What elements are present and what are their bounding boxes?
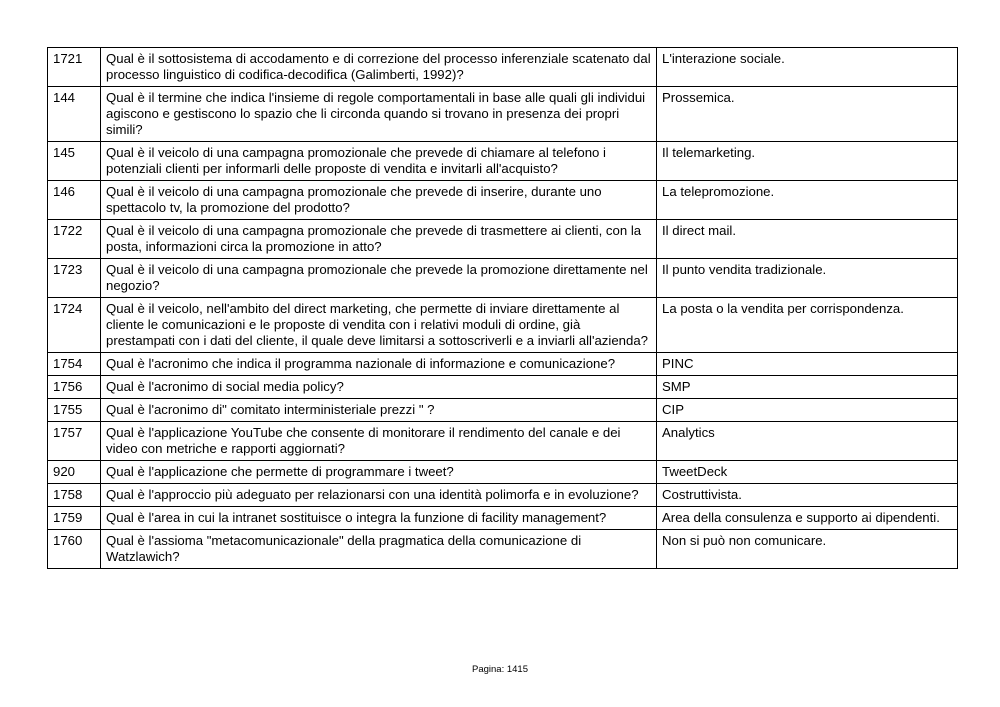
row-id: 1723	[48, 259, 101, 298]
row-answer: Analytics	[657, 422, 958, 461]
table-row	[48, 48, 958, 87]
row-id: 145	[48, 142, 101, 181]
row-answer: Non si può non comunicare.	[657, 530, 958, 569]
row-id: 144	[48, 87, 101, 142]
table-row	[48, 530, 958, 569]
row-answer: TweetDeck	[657, 461, 958, 484]
row-question: Qual è l'acronimo che indica il programma nazionale di informazione e comunicazione?	[101, 353, 657, 376]
row-id: 1760	[48, 530, 101, 569]
table-row	[48, 142, 958, 181]
row-answer: Il telemarketing.	[657, 142, 958, 181]
table-row	[48, 220, 958, 259]
row-id: 1758	[48, 484, 101, 507]
row-answer: Area della consulenza e supporto ai dipendenti.	[657, 507, 958, 530]
row-question: Qual è l'applicazione YouTube che consente di monitorare il rendimento del canale e dei video con metriche e rapporti aggiornati?	[101, 422, 657, 461]
row-question: Qual è il veicolo di una campagna promozionale che prevede di inserire, durante uno spettacolo tv, la promozione del prodotto?	[101, 181, 657, 220]
row-answer: La telepromozione.	[657, 181, 958, 220]
row-answer: CIP	[657, 399, 958, 422]
table-row	[48, 461, 958, 484]
row-answer: L'interazione sociale.	[657, 48, 958, 87]
row-question: Qual è il veicolo di una campagna promozionale che prevede di trasmettere ai clienti, con la posta, informazioni circa la promozione in atto?	[101, 220, 657, 259]
row-answer: PINC	[657, 353, 958, 376]
row-answer: La posta o la vendita per corrispondenza.	[657, 298, 958, 353]
table-row	[48, 484, 958, 507]
row-id: 1757	[48, 422, 101, 461]
qa-table	[47, 47, 958, 569]
table-row	[48, 181, 958, 220]
table-row	[48, 87, 958, 142]
row-question: Qual è l'approccio più adeguato per relazionarsi con una identità polimorfa e in evoluzione?	[101, 484, 657, 507]
row-id: 1755	[48, 399, 101, 422]
table-row	[48, 422, 958, 461]
row-question: Qual è il veicolo di una campagna promozionale che prevede di chiamare al telefono i potenziali clienti per informarli delle proposte di vendita e invitarli all'acquisto?	[101, 142, 657, 181]
table-row	[48, 376, 958, 399]
row-id: 920	[48, 461, 101, 484]
row-id: 1754	[48, 353, 101, 376]
row-question: Qual è l'applicazione che permette di programmare i tweet?	[101, 461, 657, 484]
table-row	[48, 507, 958, 530]
row-id: 1759	[48, 507, 101, 530]
row-question: Qual è l'acronimo di" comitato interministeriale prezzi " ?	[101, 399, 657, 422]
table-row	[48, 353, 958, 376]
row-id: 1722	[48, 220, 101, 259]
row-id: 1756	[48, 376, 101, 399]
row-answer: SMP	[657, 376, 958, 399]
row-question: Qual è il veicolo di una campagna promozionale che prevede la promozione direttamente nel negozio?	[101, 259, 657, 298]
row-answer: Il punto vendita tradizionale.	[657, 259, 958, 298]
row-question: Qual è il veicolo, nell'ambito del direct marketing, che permette di inviare direttamente al cliente le comunicazioni e le proposte di vendita con i relativi moduli di ordine, già prestampati con i dati del cliente, il quale deve limitarsi a sottoscriverli e a inviarli all'azienda?	[101, 298, 657, 353]
row-question: Qual è l'assioma "metacomunicazionale" della pragmatica della comunicazione di Watzlawich?	[101, 530, 657, 569]
table-row	[48, 298, 958, 353]
row-id: 1724	[48, 298, 101, 353]
row-question: Qual è l'acronimo di social media policy?	[101, 376, 657, 399]
row-question: Qual è l'area in cui la intranet sostituisce o integra la funzione di facility management?	[101, 507, 657, 530]
table-row	[48, 399, 958, 422]
page-number: Pagina: 1415	[472, 664, 528, 675]
row-answer: Prossemica.	[657, 87, 958, 142]
row-question: Qual è il termine che indica l'insieme di regole comportamentali in base alle quali gli individui agiscono e gestiscono lo spazio che li circonda quando si trovano in presenza dei propri simili?	[101, 87, 657, 142]
table-row	[48, 259, 958, 298]
row-id: 1721	[48, 48, 101, 87]
row-id: 146	[48, 181, 101, 220]
row-answer: Il direct mail.	[657, 220, 958, 259]
row-answer: Costruttivista.	[657, 484, 958, 507]
row-question: Qual è il sottosistema di accodamento e di correzione del processo inferenziale scatenato dal processo linguistico di codifica-decodifica (Galimberti, 1992)?	[101, 48, 657, 87]
